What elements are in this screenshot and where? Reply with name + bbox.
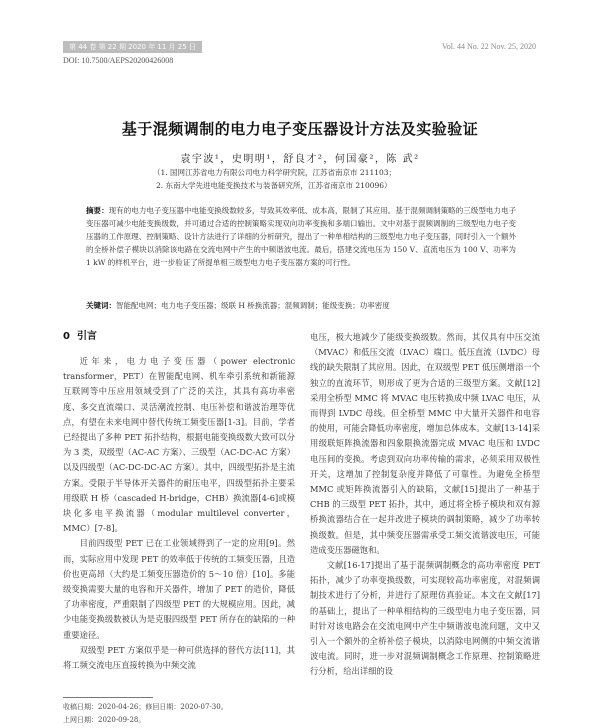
affiliation-1: （1. 国网江苏省电力有限公司电力科学研究院，江苏省南京市 211103； [153, 168, 397, 177]
section-number: 0 [63, 331, 70, 342]
abstract-label: 摘要： [86, 206, 109, 215]
intro-paragraph-2: 目前四级型 PET 已在工业领域得到了一定的应用[9]。然而，实际应用中发现 PET 的效率低于传统的工频变压器，且造价也更高昂（大约是工频变压器造价的 5～10 倍）[10]。多能级变换需要大量的电容和开关器件，增加了 PET 的造价，降低了功率密度，严重限制了四级型 PET 的大规模应用。因此，减少电能变换级数被认为是克服四级型 PET 所存在的缺陷的一种重要途径。 [63, 538, 295, 640]
intro-paragraph-3: 双级型 PET 方案似乎是一种可供选择的替代方法[11]，其将工频交流电压直接转换为中频交流 [63, 644, 295, 671]
footnotes [63, 701, 228, 727]
doi[interactable]: DOI: 10.7500/AEPS20200426008 [63, 56, 174, 65]
paper-title: 基于混频调制的电力电子变压器设计方法及实验验证 [121, 120, 479, 138]
footnote-received: 收稿日期：2020-04-26；修回日期：2020-07-30。 [63, 703, 228, 711]
left-column [63, 330, 295, 673]
author-list: 袁宇波¹，史明明¹，舒良才²，何国豪²，陈 武² [180, 154, 420, 165]
affiliation-2: 2. 东南大学先进电能变换技术与装备研究所，江苏省南京市 210096） [156, 181, 392, 190]
intro-paragraph-3-continued: 电压，极大地减少了能级变换级数。然而，其仅具有中压交流（MVAC）和低压交流（LVAC）端口。低压直流（LVDC）母线的缺失限制了其应用。因此，在双级型 PET 低压侧增添一个独立的直流环节，则形成了更为合适的三级型方案。文献[12]采用全桥型 MMC 将 MVAC 电压转换成中频 LVAC 电压，从而得到 LVDC 母线。但全桥型 MMC 中大量开关器件和电容的使用，可能会降低功率密度，增加总体成本。文献[13-14]采用级联矩阵换流器和四象限换流器完成 MVAC 电压和 LVDC 电压间的变换。考虑到双向功率传输的需求，必须采用双极性开关，这增加了控制复杂度并降低了可靠性。为避免全桥型 MMC 或矩阵换流器引入的缺陷，文献[15]提出了一种基于 CHB 的三级型 PET 拓扑，其中，通过将全桥子模块和双有源桥换流器结合在一起并改进子模块的调制策略，减少了功率转换级数。但是，其中频变压器需承受工频交流谐波电压，可能造成变压器磁饱和。 [310, 332, 540, 555]
footnote-divider [63, 697, 153, 698]
journal-issue-en: Vol. 44 No. 22 Nov. 25, 2020 [441, 42, 536, 51]
keywords [86, 300, 516, 311]
footnote-online: 上网日期：2020-09-28。 [63, 716, 146, 724]
abstract [86, 205, 516, 270]
abstract-text: 现有的电力电子变压器中电能变换级数较多，导致其效率低、成本高，限制了其应用。基于混频调制策略的三级型电力电子变压器可减少电能变换级数，并可通过合适的控制策略实现双向功率变换和多端口输出。文中对基于混频调制的三级型电力电子变压器的工作原理、控制策略、设计方法进行了详细的分析研究，提出了一种单相结构的三级型电力电子变压器，同时引入一个额外的全桥补偿子模块以消除该电路在交流电网中产生的中频谐波电流。最后，搭建交流电压为 150 V、直流电压为 100 V、功率为 1 kW 的样机平台，进一步验证了所提单相三级型电力电子变压器方案的可行性。 [86, 206, 517, 267]
section-title: 引言 [76, 331, 97, 342]
intro-paragraph-1: 近年来，电力电子变压器（power electronic transformer，PET）在智能配电网、机车牵引系统和新能源互联网等中压应用领域受到了广泛的关注，其具有高功率密度、多交直流端口、灵活潮流控制、电压补偿和谐波治理等优点，有望在未来电网中替代传统工频变压器[1-3]。目前，学者已经提出了多种 PET 拓扑结构，根据电能变换级数大致可以分为 3 类，双级型（AC-AC 方案）、三级型（AC-DC-AC 方案）以及四级型（AC-DC-DC-AC 方案）。其中，四级型拓扑是主流方案。受限于半导体开关器件的耐压电平，四级型拓扑主要采用级联 H 桥（cascaded H-bridge，CHB）换流器[4-6]或模块化多电平换流器（modular multilevel converter，MMC）[7-8]。 [63, 356, 295, 534]
keywords-label: 关键词： [86, 301, 116, 310]
keywords-text: 智能配电网；电力电子变压器；级联 H 桥换流器；混频调制；能级变换；功率密度 [116, 301, 390, 310]
journal-issue-bar: 第 44 卷 第 22 期 2020 年 11 月 25 日 [63, 41, 202, 53]
section-heading [63, 330, 295, 350]
right-column [310, 330, 540, 680]
intro-paragraph-4: 文献[16-17]提出了基于混频调制概念的高功率密度 PET 拓扑，减少了功率变换级数，可实现较高功率密度，对混频调制技术进行了分析，并进行了原理仿真验证。本文在文献[17]的基础上，提出了一种单相结构的三级型电力电子变压器，同时针对该电路会在交流电网中产生中频谐波电流问题，文中又引入一个额外的全桥补偿子模块，以消除电网侧的中频交流谐波电流。同时，进一步对混频调制概念工作原理、控制策略进行分析，给出详细的设 [310, 560, 540, 677]
